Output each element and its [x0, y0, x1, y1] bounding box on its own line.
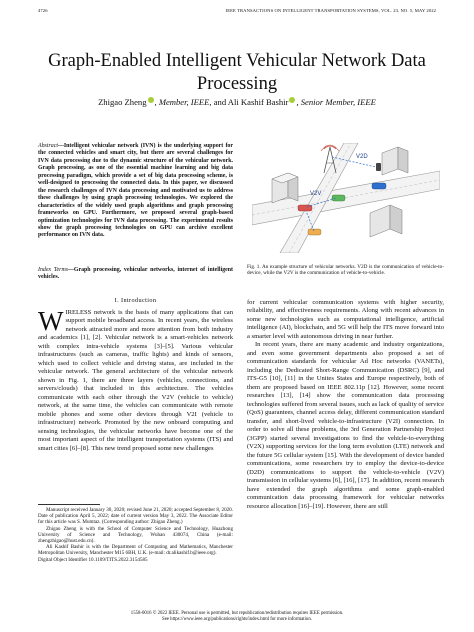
v2d-label: V2D [356, 154, 368, 160]
building-icon [272, 173, 298, 203]
section-heading: I. Introduction [114, 297, 157, 304]
phone-icon [376, 163, 381, 171]
footnote-manuscript: Manuscript received January 30, 2020; revised June 21, 2020; accepted September 8, 2020. Date of publication April 5, 2022; date of current version May 3, 2022. The Associate Editor for this article was S. Mumtaz. (Corresponding author: Zhigao Zheng.) [38, 507, 233, 526]
body-paragraph: for current vehicular communication systems with higher security, reliability, and effectiveness requirements. Along with recent advances in some new technologies such as computational intelligence, artificial intelligence (AI), blockchain, and 5G will help the ITS move forward into a smarter level with autonomous driving in near further. [247, 299, 444, 340]
car-icon [332, 195, 345, 201]
figure-caption: Fig. 1. An example structure of vehicular networks. V2D is the communication of vehicle-to-device, while the V2V is the communication of vehicle-to-vehicle. [247, 264, 444, 277]
orcid-icon[interactable] [148, 97, 154, 103]
drop-cap: W [38, 306, 64, 336]
footnote-author1: Zhigao Zheng is with the School of Computer Science and Technology, Huazhong University of Science and Technology, Wuhan 430074, China (e-mail: zhengzhigao@hust.edu.cn). [38, 525, 233, 545]
author-name: Zhigao Zheng [98, 97, 147, 107]
building-icon [382, 147, 408, 175]
footnote-author2: Ali Kashif Bashir is with the Department of Computing and Mathematics, Manchester Metropolitan University, Manchester M15 6BH, U.K. (e-mail: dr.alikashif.b@ieee.org). [38, 544, 233, 557]
introduction-paragraph [38, 306, 233, 453]
author-role: , Member, IEEE, [154, 97, 212, 107]
index-terms-text: —Graph processing, vehicular networks, internet of intelligent vehicles. [38, 267, 234, 281]
network-illustration [252, 143, 440, 253]
abstract-label: Abstract [38, 143, 58, 149]
footnotes [38, 507, 233, 563]
running-header [38, 8, 436, 16]
body-paragraph: In recent years, there are many academic and industry organizations, and even some government departments also proposed a set of communication standards for vehicular Ad Hoc networks (VANETs), including the Dedicated Short-Range Communication (DSRC) [9], and ITS-G5 [10], [11] in the Unites States and Europe respectively, both of them are proposed based on IEEE 802.11p [12]. However, some recent researches [13], [14] show the communication data processing technologies suffered from several issues, such as lack of quality of service (QoS) guarantees, channel access delay, different communication standard transfer, and short-lived vehicle-to-infrastructure (V2I) connection. In order to solve all these problems, the 3rd Generation Partnership Project (3GPP) started several investigations to find the vehicle-to-everything (V2X) supporting services for the long term evolution (LTE) network and the future 5G cellular system [15]. With the development of device banded communications, some researchers try to employ the device-to-device (D2D) communications to support the vehicle-to-vehicle (V2V) transmission in cellular systems [6], [16], [17]. In addition, recent research have extended the graph algorithms and some graph-enabled communication data processing framework for vehicular networks resource allocation [16]–[19]. However, there are still [247, 341, 444, 510]
car-icon [298, 205, 312, 211]
index-terms-label: Index Terms [38, 267, 68, 273]
v2v-label: V2V [310, 191, 322, 197]
right-column-text [247, 299, 444, 511]
author-line [20, 97, 454, 107]
paper-title: Graph-Enabled Intelligent Vehicular Network Data Processing [48, 51, 426, 94]
footnote-doi[interactable]: Digital Object Identifier 10.1109/TITS.2022.3154585 [38, 556, 148, 563]
orcid-icon[interactable] [289, 97, 295, 103]
page-number: 4726 [38, 8, 48, 13]
intro-lead-word: IRELESS [65, 309, 92, 316]
footnote-rule [38, 504, 100, 505]
figure-vehicular-network [252, 143, 440, 253]
abstract-text: —Intelligent vehicular network (IVN) is the underlying support for the connected vehicles and smart city, but there are several challenges for IVN data processing due to the dynamic structure of the vehicular network. Graph processing, as one of the essential machine learning and big data processing paradigm, which provide a set of big data processing scheme, is well-designed to processing the connected data. In this paper, we discussed the research challenges of IVN data processing and motivated us to address these challenges by using graph processing technologies. We explored the characteristics of the widely used graph algorithms and graph processing frameworks on GPU. Furthermore, we proposed several graph-based optimization technologies for IVN data processing. The experimental results show the graph processing technologies on GPU can archive excellent performance on IVN data. [38, 143, 233, 239]
author-name: Ali Kashif Bashir [227, 97, 289, 107]
copyright-notice [38, 611, 436, 623]
journal-citation: IEEE TRANSACTIONS ON INTELLIGENT TRANSPORTATION SYSTEMS, VOL. 23, NO. 5, MAY 2022 [225, 8, 436, 13]
car-icon [372, 183, 386, 189]
building-icon [370, 205, 402, 237]
abstract [38, 143, 233, 240]
copyright-line: 1558-0016 © 2022 IEEE. Personal use is permitted, but republication/redistribution requires IEEE permission. [130, 611, 344, 616]
car-icon [308, 229, 321, 235]
rights-link[interactable]: See https://www.ieee.org/publications/rights/index.html for more information. [162, 617, 312, 622]
intro-text: network is the basis of many applications that can support mobile broadband access. In recent years, the wireless network attracted more and more attention from both industry and academics [1], [2]. Vehicular network is a smart-vehicles network with complex intra-vehicle systems [3]–[5]. Various vehicular infrastructures (such as cameras, traffic lights) and kinds of sensors, which used to collect vehicle and driving status, are included in the vehicular network. The general architecture of the vehicular network shown in Fig. 1, there are three layers (vehicles, connections, and servers/clouds) that included in this architecture. The vehicles communicate with each other through the V2V (vehicle to vehicle) network, at the same time, the vehicles can communicate with remote mobile phones and some other devices through V2I (vehicle to infrastructure) network. Promoted by the new onboard computing and sensing technologies, the vehicular networks have become one of the most important aspect of the intelligent transportation systems (ITS) and smart cities [6]–[8]. This new trend proposed some new challenges [38, 309, 233, 452]
author-role: , Senior Member, IEEE [296, 97, 376, 107]
author-conjunction: and [211, 97, 228, 107]
index-terms [38, 267, 233, 282]
